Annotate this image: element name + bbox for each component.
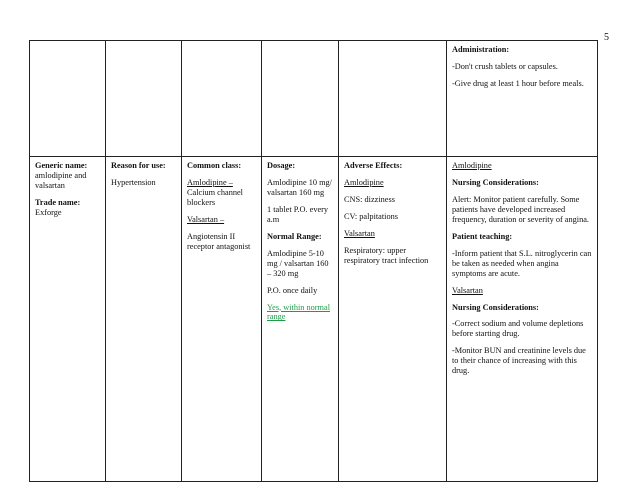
reason-label: Reason for use: — [111, 161, 166, 170]
patient-teaching-item: -Inform patient that S.L. nitroglycerin can be taken as needed when angina symptoms are acute. — [452, 248, 592, 278]
reason-value: Hypertension — [111, 177, 156, 187]
adverse-effects-label: Adverse Effects: — [344, 161, 403, 170]
nursing-amlodipine-alert: Alert: Monitor patient carefully. Some patients have developed increased frequency, duration or severity of angina. — [452, 194, 589, 224]
administration-item: -Don't crush tablets or capsules. — [452, 61, 558, 71]
generic-name-value: amlodipine and valsartan — [35, 170, 87, 190]
class-valsartan-value: Angiotensin II receptor antagonist — [187, 231, 251, 251]
adverse-valsartan-effect: Respiratory: upper respiratory tract infection — [344, 245, 429, 265]
dosage-frequency: 1 tablet P.O. every a.m — [267, 204, 329, 224]
empty-cell — [262, 41, 339, 157]
drug-card-table — [29, 40, 598, 482]
dosage-value: Amlodipine 10 mg/ valsartan 160 mg — [267, 177, 332, 197]
administration-title: Administration: — [452, 45, 510, 54]
empty-cell — [182, 41, 262, 157]
nursing-cell — [447, 157, 598, 482]
class-cell — [182, 157, 262, 482]
nursing-valsartan-label: Valsartan — [452, 285, 483, 295]
class-valsartan-label: Valsartan – — [187, 214, 225, 224]
trade-name-value: Exforge — [35, 207, 62, 217]
nursing-considerations-label: Nursing Considerations: — [452, 177, 539, 187]
adverse-effects-cell — [339, 157, 447, 482]
adverse-amlodipine-effect: CNS: dizziness — [344, 194, 395, 204]
normal-range-value: Amlodipine 5-10 mg / valsartan 160 – 320 mg — [267, 248, 329, 278]
generic-name-label: Generic name: — [35, 161, 88, 170]
dosage-label: Dosage: — [267, 161, 296, 170]
class-label: Common class: — [187, 161, 242, 170]
adverse-valsartan-label: Valsartan — [344, 228, 375, 238]
normal-range-label: Normal Range: — [267, 231, 322, 241]
table-row — [30, 41, 598, 157]
administration-item: -Give drug at least 1 hour before meals. — [452, 78, 584, 88]
dosage-cell — [262, 157, 339, 482]
empty-cell — [339, 41, 447, 157]
administration-cell — [447, 41, 598, 157]
page-number: 5 — [604, 32, 609, 43]
patient-teaching-label: Patient teaching: — [452, 231, 513, 241]
empty-cell — [30, 41, 106, 157]
reason-cell — [106, 157, 182, 482]
table-row — [30, 157, 598, 482]
nursing-amlodipine-label: Amlodipine — [452, 161, 492, 170]
empty-cell — [106, 41, 182, 157]
adverse-amlodipine-effect: CV: palpitations — [344, 211, 399, 221]
class-amlodipine-label: Amlodipine – — [187, 177, 233, 187]
range-status: Yes, within normal range — [267, 302, 331, 322]
adverse-amlodipine-label: Amlodipine — [344, 177, 384, 187]
trade-name-label: Trade name: — [35, 197, 81, 207]
nursing-valsartan-considerations-label: Nursing Considerations: — [452, 302, 539, 312]
class-amlodipine-value: Calcium channel blockers — [187, 187, 243, 207]
nursing-valsartan-item: -Correct sodium and volume depletions before starting drug. — [452, 319, 584, 339]
normal-range-frequency: P.O. once daily — [267, 285, 318, 295]
generic-name-cell — [30, 157, 106, 482]
nursing-valsartan-item: -Monitor BUN and creatinine levels due to their chance of increasing with this drug. — [452, 346, 586, 376]
